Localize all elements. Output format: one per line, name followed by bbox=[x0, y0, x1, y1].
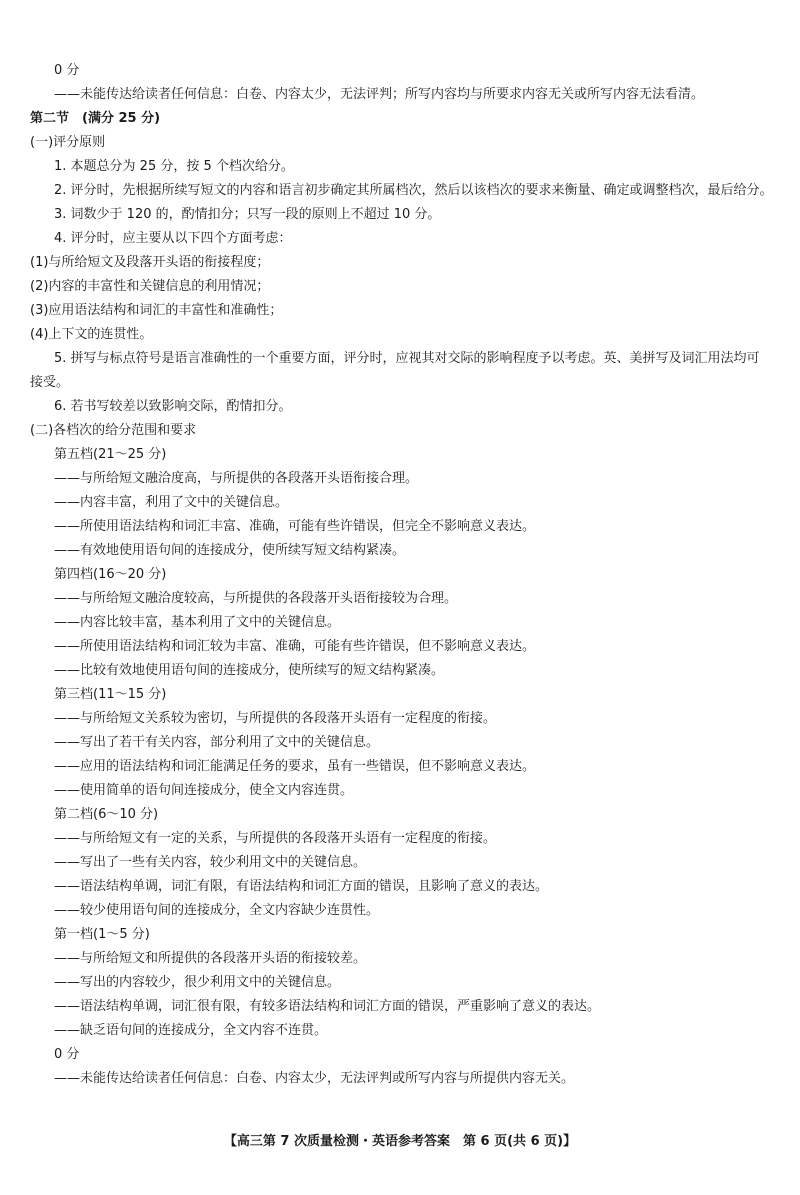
band-3-item: ——应用的语法结构和词汇能满足任务的要求，虽有一些错误，但不影响意义表达。 bbox=[54, 759, 536, 774]
aspect-4: (4)上下文的连贯性。 bbox=[30, 327, 153, 342]
band-2-item: ——语法结构单调，词汇有限，有语法结构和词汇方面的错误，且影响了意义的表达。 bbox=[54, 879, 549, 894]
principle-2: 2. 评分时，先根据所续写短文的内容和语言初步确定其所属档次，然后以该档次的要求来衡量、确定或调整档次，最后给分。 bbox=[54, 183, 773, 198]
principle-4: 4. 评分时，应主要从以下四个方面考虑： bbox=[54, 231, 292, 246]
score-zero-desc: ——未能传达给读者任何信息：白卷、内容太少，无法评判；所写内容均与所要求内容无关或所写内容无法看清。 bbox=[54, 87, 705, 102]
band-2-item: ——写出了一些有关内容，较少利用文中的关键信息。 bbox=[54, 855, 367, 870]
band-0-title: 0 分 bbox=[54, 1047, 80, 1062]
band-2-item: ——较少使用语句间的连接成分，全文内容缺少连贯性。 bbox=[54, 903, 380, 918]
aspect-1: (1)与所给短文及段落开头语的衔接程度； bbox=[30, 255, 270, 270]
band-2-item: ——与所给短文有一定的关系，与所提供的各段落开头语有一定程度的衔接。 bbox=[54, 831, 497, 846]
band-5-item: ——与所给短文融洽度高，与所提供的各段落开头语衔接合理。 bbox=[54, 471, 419, 486]
band-5-item: ——所使用语法结构和词汇丰富、准确，可能有些许错误，但完全不影响意义表达。 bbox=[54, 519, 536, 534]
bands-heading: (二)各档次的给分范围和要求 bbox=[30, 423, 197, 438]
band-4-item: ——与所给短文融洽度较高，与所提供的各段落开头语衔接较为合理。 bbox=[54, 591, 458, 606]
principle-6: 6. 若书写较差以致影响交际，酌情扣分。 bbox=[54, 399, 292, 414]
band-1-item: ——缺乏语句间的连接成分，全文内容不连贯。 bbox=[54, 1023, 328, 1038]
band-3-title: 第三档(11～15 分) bbox=[54, 687, 167, 702]
principle-5: 5. 拼写与标点符号是语言准确性的一个重要方面，评分时，应视其对交际的影响程度予以考虑。英、美拼写及词汇用法均可 bbox=[54, 351, 760, 366]
band-4-item: ——所使用语法结构和词汇较为丰富、准确，可能有些许错误，但不影响意义表达。 bbox=[54, 639, 536, 654]
page-footer: 【高三第 7 次质量检测・英语参考答案 第 6 页(共 6 页)】 bbox=[223, 1134, 577, 1149]
band-5-title: 第五档(21～25 分) bbox=[54, 447, 167, 462]
aspect-2: (2)内容的丰富性和关键信息的利用情况； bbox=[30, 279, 270, 294]
document-body bbox=[0, 62, 800, 1094]
band-5-item: ——有效地使用语句间的连接成分，使所续写短文结构紧凑。 bbox=[54, 543, 406, 558]
band-4-item: ——比较有效地使用语句间的连接成分，使所续写的短文结构紧凑。 bbox=[54, 663, 445, 678]
principle-1: 1. 本题总分为 25 分，按 5 个档次给分。 bbox=[54, 159, 294, 174]
score-zero-label: 0 分 bbox=[54, 63, 80, 78]
principle-3: 3. 词数少于 120 的，酌情扣分；只写一段的原则上不超过 10 分。 bbox=[54, 207, 441, 222]
principle-5-cont: 接受。 bbox=[30, 375, 70, 390]
band-1-item: ——语法结构单调，词汇很有限，有较多语法结构和词汇方面的错误，严重影响了意义的表达。 bbox=[54, 999, 601, 1014]
band-3-item: ——与所给短文关系较为密切，与所提供的各段落开头语有一定程度的衔接。 bbox=[54, 711, 497, 726]
band-4-title: 第四档(16～20 分) bbox=[54, 567, 167, 582]
band-1-title: 第一档(1～5 分) bbox=[54, 927, 150, 942]
aspect-3: (3)应用语法结构和词汇的丰富性和准确性； bbox=[30, 303, 283, 318]
band-3-item: ——使用简单的语句间连接成分，使全文内容连贯。 bbox=[54, 783, 354, 798]
band-0-item: ——未能传达给读者任何信息：白卷、内容太少，无法评判或所写内容与所提供内容无关。 bbox=[54, 1071, 575, 1086]
band-1-item: ——与所给短文和所提供的各段落开头语的衔接较差。 bbox=[54, 951, 367, 966]
band-2-title: 第二档(6～10 分) bbox=[54, 807, 159, 822]
scoring-principles-heading: (一)评分原则 bbox=[30, 135, 106, 150]
section-two-heading: 第二节 (满分 25 分) bbox=[30, 111, 161, 126]
band-3-item: ——写出了若干有关内容，部分利用了文中的关键信息。 bbox=[54, 735, 380, 750]
band-5-item: ——内容丰富，利用了文中的关键信息。 bbox=[54, 495, 289, 510]
band-1-item: ——写出的内容较少，很少利用文中的关键信息。 bbox=[54, 975, 341, 990]
band-4-item: ——内容比较丰富，基本利用了文中的关键信息。 bbox=[54, 615, 341, 630]
